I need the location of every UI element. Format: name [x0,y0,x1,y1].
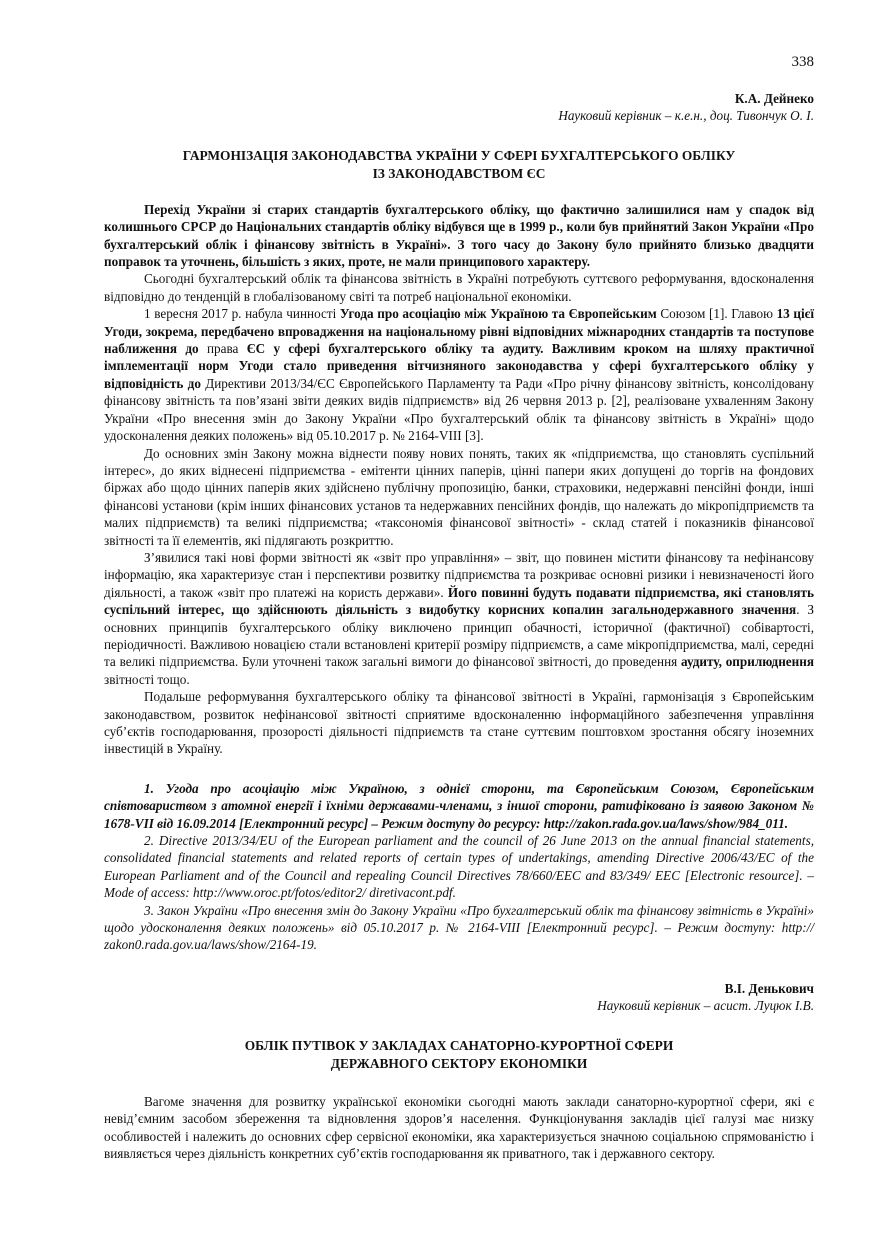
body-paragraph: До основних змін Закону можна віднести появу нових понять, таких як «підприємства, що становлять суспільний інтерес», до яких віднесені підприємства - емітенти цінних паперів, цінні папери яких допущені до торгів на фондових біржах або щодо цінних паперів яких здійснено публічну пропозицію, банки, страховики, недержавні пенсійні фонди, інші фінансові установи (крім інших фінансових установ та недержавних пенсійних фондів, що належать до мікропідприємств та малих підприємств) та великі підприємства; «таксономія фінансової звітності» - склад статей і показників фінансової звітності та її елементів, які підлягають розкриттю. [104,445,814,548]
text-run: звітності тощо. [104,671,190,687]
article-title [104,1037,814,1073]
text-run-bold: ЄС у сфері бухгалтерського обліку та аудиту. Важливим кроком на шляху практичної імплементації норм Угоди стало приведення вітчизняного законодавства у сфері бухгалтерського обліку у відповідність до [104,341,815,391]
text-run: З’явилися такі нові форми звітності як «звіт про управління» – звіт, що повинен містити фінансову та нефінансову інформацію, яка характеризує стан і перспективи розвитку підприємства та розкриває основні ризики і невизначеності його діяльності, а також «звіт про платежі на користь держави». [104,549,814,600]
body-paragraph [104,305,814,444]
text-run: права [198,341,247,357]
body-paragraph: Вагоме значення для розвитку української економіки сьогодні мають заклади санаторно-курортної сфери, які є невід’ємним засобом збереження та відновлення здоров’я населення. Функціонування закладів цієї галузі має низку особливостей і належить до основних сфер сервісної економіки, яка характеризується значною соціальною спрямованістю і виявляється через діяльність конкретних суб’єктів господарювання як приватного, так і державного сектору. [104,1093,814,1161]
article-vouchers [104,980,814,1162]
title-line: ІЗ ЗАКОНОДАВСТВОМ ЄС [372,165,546,181]
article-harmonization [104,90,814,954]
intro-paragraph: Перехід України зі старих стандартів бухгалтерського обліку, що фактично залишилися нам у спадок від колишнього СРСР до Національних стандартів обліку відбувся ще в 1999 р., коли був прийнятий Закон України «Про бухгалтерський облік і фінансову звітність в Україні». З того часу до Закону було прийнято близько двадцяти поправок та уточнень, більшість з яких, проте, не мали принципового характеру. [104,201,814,270]
text-run-bold: 13 цієї Угоди, зокрема, передбачено впровадження на національному рівні відповідних міжнародних стандартів та поступове наближення до [104,306,815,357]
text-run: 1 вересня 2017 р. набула чинності [144,306,340,322]
reference-item: 2. Directive 2013/34/EU of the European parliament and the council of 26 June 2013 on the annual financial statements, consolidated financial statements and related reports of certain types of undertakings, amending Directive 2006/43/EC of the European Parliament and of the Council and repealing Council Directives 78/660/EEC and 83/349/ EEC [Electronic resource]. – Mode of access: http://www.oroc.pt/fotos/editor2/ diretivacont.pdf. [104,833,814,901]
body-paragraph [104,549,814,688]
body-paragraph: Сьогодні бухгалтерський облік та фінансова звітність в Україні потребують суттєвого реформування, вдосконалення відповідно до тенденцій в глобалізованому світі та потреб національної економіки. [104,271,814,304]
advisor-line: Науковий керівник – асист. Луцюк І.В. [597,998,814,1014]
advisor-line: Науковий керівник – к.е.н., доц. Тивончук О. І. [558,108,814,124]
references-list [104,780,814,954]
text-run: Союзом [1]. Главою [656,306,777,322]
author-name: К.А. Дейнеко [734,91,814,106]
text-run-bold: аудиту, оприлюднення [681,654,814,670]
page-number: 338 [791,54,814,70]
text-run: Директиви 2013/34/ЄС Європейського Парламенту та Ради «Про річну фінансову звітність, консолідовану фінансову звітність та пов’язані звіти деяких видів підприємств» від 26 червня 2013 р. [2], реалізоване ухваленням Закону України «Про внесення змін до Закону України «Про бухгалтерський облік та фінансову звітність в Україні» щодо удосконалення деяких положень» від 05.10.2017 р. № 2164-VIII [3]. [104,375,815,444]
reference-item: 3. Закон України «Про внесення змін до Закону України «Про бухгалтерський облік та фінансову звітність в Україні» щодо удосконалення деяких положень» від 05.10.2017 р. № 2164-VIII [Електронний ресурс]. – Режим доступу: http:// zakon0.rada.gov.ua/laws/show/2164-19. [104,902,814,953]
reference-item: 1. Угода про асоціацію між Україною, з однієї сторони, та Європейським Союзом, Європейським співтовариством з атомної енергії і їхніми державами-членами, з іншої сторони, ратифіковано із заявою Законом № 1678-VII від 16.09.2014 [Електронний ресурс] – Режим доступу до ресурсу: http://zakon.rada.gov.ua/laws/show/984_011. [104,780,814,831]
title-line: ОБЛІК ПУТІВОК У ЗАКЛАДАХ САНАТОРНО-КУРОРТНОЇ СФЕРИ [244,1037,674,1053]
article-title [104,147,814,183]
text-run-bold: Його повинні будуть подавати підприємства, які становлять суспільний інтерес, що здійснюють діяльність з видобутку корисних копалин загальнодержавного значення [104,584,814,618]
text-run: . З основних принципів бухгалтерського обліку виключено принцип обачності, історичної (фактичної) собівартості, періодичності. Важливою новацією стали встановлені критерії розміру підприємств, а саме мікропідприємства, малі, середні та великі підприємства. Були уточнені також загальні вимоги до фінансової звітності, до проведення [104,602,814,670]
author-name: В.І. Денькович [724,980,814,996]
text-run-bold: Угода про асоціацію між Україною та Європейським [339,306,657,322]
title-line: ГАРМОНІЗАЦІЯ ЗАКОНОДАВСТВА УКРАЇНИ У СФЕРІ БУХГАЛТЕРСЬКОГО ОБЛІКУ [182,147,736,163]
title-line: ДЕРЖАВНОГО СЕКТОРУ ЕКОНОМІКИ [330,1055,588,1071]
body-paragraph: Подальше реформування бухгалтерського обліку та фінансової звітності в Україні, гармонізація з Європейським законодавством, розвиток нефінансової звітності сприятиме вдосконаленню інформаційного забезпечення управління суб’єктів господарювання, прозорості діяльності підприємств та стане суттєвим поштовхом зростання обсягу іноземних інвестицій в Україну. [104,689,814,757]
